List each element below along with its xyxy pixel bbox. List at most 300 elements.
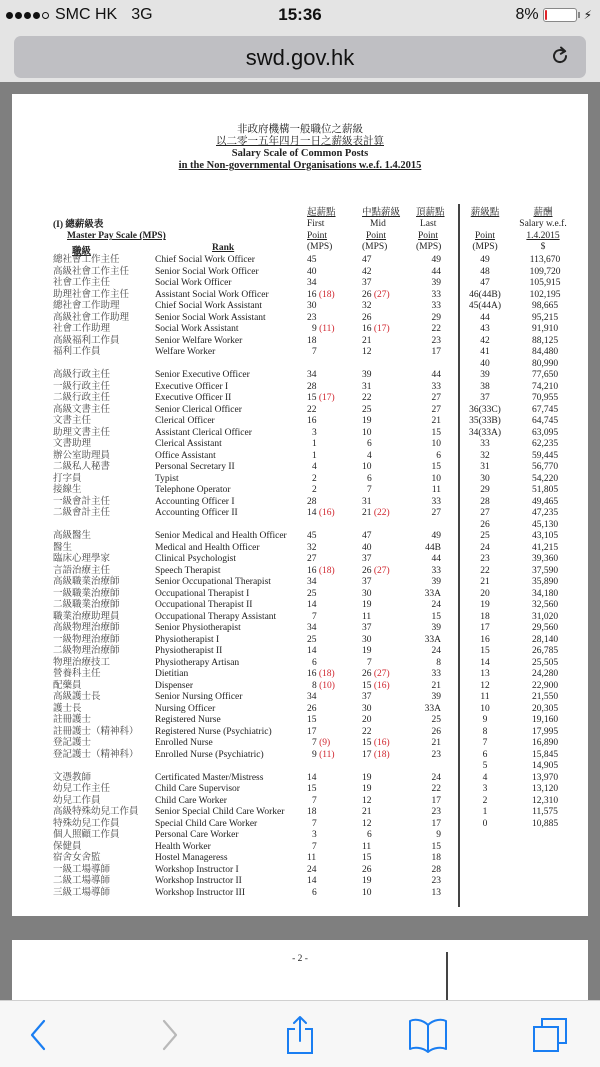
header-mid-point: 中點薪級 Mid Point (MPS) (362, 208, 401, 253)
title-chinese-1: 非政府機構一般職位之薪級 (237, 124, 363, 135)
mid-point: 30 (362, 588, 372, 599)
first-point-cell (307, 347, 347, 359)
mid-point-cell (362, 324, 402, 336)
post-rank-en: Personal Care Worker (155, 830, 239, 840)
first-point-cell (307, 784, 347, 796)
post-name-cn: 二級行政主任 (53, 393, 111, 403)
mid-point-cell (362, 485, 402, 497)
table-row (12, 853, 588, 865)
mid-point-cell (362, 405, 402, 417)
reload-icon[interactable] (548, 44, 572, 68)
salary-scale-table (464, 255, 588, 830)
mid-point: 30 (362, 703, 372, 714)
mid-point-cell (362, 807, 402, 819)
last-point: 33 (431, 289, 441, 300)
post-name-cn: 醫生 (53, 542, 73, 553)
last-point: 21 (431, 416, 441, 426)
salary-scale-row (464, 543, 588, 555)
post-rank-en: Executive Officer I (155, 381, 229, 392)
post-name-cn: 二級私人秘書 (53, 462, 111, 472)
first-point: 2 (312, 473, 317, 484)
post-name-cn: 助理社會工作主任 (53, 289, 130, 300)
header-post-cn: 職級 (72, 247, 92, 257)
first-point-cell (307, 428, 347, 440)
mid-point: 16 (362, 324, 372, 334)
pay-point: 23 (480, 554, 490, 564)
first-point-cell (307, 278, 347, 290)
first-point: 25 (307, 588, 317, 599)
post-rank-en: Registered Nurse (155, 715, 221, 725)
post-name-cn: 文憑教師 (53, 772, 92, 783)
pay-point: 12 (480, 680, 490, 691)
salary-amount: 54,220 (531, 473, 559, 484)
post-name-cn: 文書主任 (53, 416, 92, 426)
forward-button[interactable] (150, 1015, 190, 1055)
post-rank-en: Senior Clerical Officer (155, 404, 242, 415)
post-rank-en: Hostel Manageress (155, 853, 228, 863)
first-point-cell (307, 301, 347, 313)
first-point: 16 (307, 669, 317, 679)
mid-point-cell (362, 428, 402, 440)
last-point: 13 (431, 887, 441, 898)
first-point: 4 (312, 462, 317, 472)
tabs-button[interactable] (530, 1015, 570, 1055)
pay-point: 34(33A) (468, 427, 502, 438)
network-type: 3G (131, 6, 153, 23)
mid-point-alt: (22) (373, 508, 390, 518)
mid-point: 21 (362, 508, 372, 518)
salary-scale-row (464, 313, 588, 325)
first-point: 24 (307, 864, 317, 875)
salary-scale-row (464, 646, 588, 658)
mid-point-cell (362, 784, 402, 796)
section-title-en: Master Pay Scale (MPS) (67, 231, 166, 242)
first-point-cell (307, 497, 347, 509)
salary-scale-row (464, 761, 588, 773)
mid-point: 6 (367, 830, 372, 840)
salary-scale-row (464, 428, 588, 440)
mid-point-cell (362, 623, 402, 635)
first-point-alt: (11) (319, 749, 335, 760)
first-point: 45 (307, 255, 317, 265)
pay-point: 36(33C) (469, 404, 501, 415)
post-rank-en: Occupational Therapist II (155, 600, 253, 610)
pay-point: 3 (482, 784, 488, 794)
mid-point-cell (362, 796, 402, 808)
mid-point-cell (362, 750, 402, 762)
post-name-cn: 一級行政主任 (53, 381, 111, 392)
mid-point-cell (362, 830, 402, 842)
first-point: 34 (307, 577, 317, 587)
mid-point-alt: (27) (373, 289, 390, 300)
first-point: 7 (312, 841, 317, 852)
mid-point: 31 (362, 496, 372, 507)
pdf-viewer[interactable] (0, 82, 600, 1000)
pay-point: 45(44A) (468, 301, 502, 311)
salary-scale-row (464, 589, 588, 601)
salary-scale-row (464, 474, 588, 486)
first-point: 34 (307, 370, 317, 380)
last-point: 44B (425, 542, 441, 553)
mid-point-cell (362, 347, 402, 359)
salary-scale-row (464, 773, 588, 785)
first-point-alt: (18) (318, 289, 335, 300)
bookmarks-button[interactable] (408, 1015, 448, 1055)
first-point: 14 (307, 646, 317, 656)
post-rank-en: Accounting Officer II (155, 508, 238, 518)
post-name-cn: 三級工場導師 (53, 887, 111, 898)
first-point-alt: (18) (318, 669, 335, 679)
pay-point: 42 (480, 335, 490, 346)
table-row (12, 865, 588, 877)
first-point: 2 (312, 485, 317, 495)
first-point: 26 (307, 703, 317, 714)
first-point-alt: (17) (318, 393, 335, 403)
pay-point: 27 (480, 508, 490, 518)
post-rank-en: Occupational Therapy Assistant (155, 611, 277, 622)
post-rank-en: Assistant Social Work Officer (155, 289, 269, 300)
salary-scale-row (464, 267, 588, 279)
mid-point-cell (362, 267, 402, 279)
mid-point-cell (362, 635, 402, 647)
last-point: 17 (431, 818, 441, 829)
first-point: 16 (307, 565, 317, 576)
post-name-cn: 二級物理治療師 (53, 646, 120, 656)
salary-amount: 95,215 (531, 312, 559, 323)
mid-point-alt: (16) (373, 680, 390, 691)
tabs-icon (532, 1017, 568, 1053)
mid-point-cell (362, 313, 402, 325)
salary-amount: 22,900 (531, 680, 559, 691)
first-point-cell (307, 669, 347, 681)
pay-point: 33 (480, 439, 490, 449)
first-point: 22 (307, 404, 317, 415)
salary-amount: 63,095 (531, 427, 559, 438)
battery-icon (543, 8, 577, 22)
salary-amount: 80,990 (531, 358, 559, 369)
first-point-cell (307, 658, 347, 670)
post-rank-en: Physiotherapist I (155, 634, 220, 645)
mid-point: 22 (362, 726, 372, 737)
first-point-cell (307, 750, 347, 762)
first-point-cell (307, 382, 347, 394)
last-point: 39 (431, 623, 441, 633)
salary-amount: 64,745 (531, 416, 559, 426)
pay-point: 39 (480, 370, 490, 380)
pay-point: 6 (482, 749, 488, 760)
salary-amount: 47,235 (531, 508, 559, 518)
post-name-cn: 二級工場導師 (53, 876, 111, 886)
post-rank-en: Senior Special Child Care Worker (155, 807, 285, 817)
last-point: 39 (431, 577, 441, 587)
salary-amount: 56,770 (531, 462, 559, 472)
post-rank-en: Workshop Instructor II (155, 876, 242, 886)
salary-scale-row (464, 612, 588, 624)
salary-scale-row (464, 382, 588, 394)
mid-point-cell (362, 842, 402, 854)
section-title-cn: (I) 總薪級表 (53, 220, 104, 230)
first-point: 18 (307, 335, 317, 346)
salary-scale-row (464, 623, 588, 635)
salary-scale-row (464, 416, 588, 428)
last-point: 25 (431, 715, 441, 725)
mid-point: 37 (362, 577, 372, 587)
mid-point: 26 (362, 289, 372, 300)
forward-icon (160, 1018, 180, 1052)
first-point-cell (307, 600, 347, 612)
battery-status (515, 6, 592, 24)
last-point: 15 (431, 841, 441, 852)
pay-point: 13 (480, 669, 490, 679)
mid-point-cell (362, 439, 402, 451)
last-point: 22 (431, 324, 441, 334)
table-row (12, 888, 588, 900)
post-name-cn: 社會工作助理 (53, 324, 111, 334)
salary-amount: 62,235 (531, 439, 559, 449)
mid-point: 26 (362, 669, 372, 679)
post-rank-en: Executive Officer II (155, 393, 232, 403)
title-chinese-2: 以二零一五年四月一日之薪級表計算 (216, 136, 384, 147)
salary-amount: 91,910 (531, 324, 559, 334)
first-point-cell (307, 646, 347, 658)
salary-amount: 20,305 (531, 703, 559, 714)
first-point-cell (307, 727, 347, 739)
salary-scale-row (464, 566, 588, 578)
first-point: 7 (312, 818, 317, 829)
salary-scale-row (464, 531, 588, 543)
mid-point-cell (362, 508, 402, 520)
salary-amount: 29,560 (531, 623, 559, 633)
pay-point: 38 (480, 381, 490, 392)
mid-point-alt: (17) (373, 324, 390, 334)
first-point-cell (307, 531, 347, 543)
post-rank-en: Senior Social Work Officer (155, 266, 259, 277)
first-point-cell (307, 853, 347, 865)
post-rank-en: Enrolled Nurse (155, 738, 213, 748)
mid-point: 39 (362, 370, 372, 380)
first-point: 14 (307, 772, 317, 783)
post-name-cn: 營養科主任 (53, 669, 101, 679)
pay-point: 1 (482, 807, 488, 817)
back-button[interactable] (18, 1015, 58, 1055)
mid-point: 42 (362, 266, 372, 277)
mid-point-cell (362, 727, 402, 739)
url-text[interactable]: swd.gov.hk (245, 45, 355, 70)
post-rank-en: Senior Social Work Assistant (155, 312, 266, 323)
post-name-cn: 註冊護士（精神科） (53, 726, 139, 737)
first-point: 28 (307, 496, 317, 507)
first-point-cell (307, 888, 347, 900)
salary-amount: 77,650 (531, 370, 559, 380)
pay-point: 18 (480, 611, 490, 622)
salary-scale-row (464, 750, 588, 762)
last-point: 22 (431, 784, 441, 794)
post-rank-en: Chief Social Work Officer (155, 255, 255, 265)
post-name-cn: 一級工場導師 (53, 864, 111, 875)
last-point: 10 (431, 473, 441, 484)
mid-point: 19 (362, 784, 372, 794)
post-name-cn: 物理治療技工 (53, 657, 111, 668)
first-point-cell (307, 842, 347, 854)
post-name-cn: 二級會計主任 (53, 508, 111, 518)
salary-amount: 98,665 (531, 301, 559, 311)
first-point-cell (307, 566, 347, 578)
last-point: 28 (431, 864, 441, 875)
first-point: 27 (307, 554, 317, 564)
first-point: 7 (312, 611, 317, 622)
post-rank-en: Workshop Instructor III (155, 887, 245, 898)
post-name-cn: 一級物理治療師 (53, 634, 120, 645)
title-english-1: Salary Scale of Common Posts (231, 148, 369, 159)
clock: 15:36 (278, 5, 322, 24)
post-name-cn: 一級會計主任 (53, 496, 111, 507)
header-rank: Rank (212, 243, 235, 253)
salary-scale-row (464, 290, 588, 302)
post-rank-en: Social Work Officer (155, 278, 232, 288)
last-point: 10 (431, 439, 441, 449)
first-point-cell (307, 255, 347, 267)
pay-point: 11 (480, 692, 490, 702)
mid-point: 12 (362, 818, 372, 829)
address-bar[interactable] (14, 36, 586, 78)
salary-amount: 17,995 (531, 726, 559, 737)
salary-scale-row (464, 393, 588, 405)
mid-point-cell (362, 853, 402, 865)
salary-scale-row (464, 635, 588, 647)
mid-point-cell (362, 290, 402, 302)
post-name-cn: 社會工作主任 (53, 278, 111, 288)
mid-point: 47 (362, 531, 372, 541)
salary-amount: 70,955 (531, 393, 559, 403)
post-name-cn: 特殊幼兒工作員 (53, 818, 120, 829)
pay-point: 30 (480, 473, 490, 484)
mid-point-cell (362, 278, 402, 290)
bolt-icon: ⚡︎ (583, 8, 592, 22)
first-point-cell (307, 267, 347, 279)
salary-scale-row (464, 497, 588, 509)
post-rank-en: Workshop Instructor I (155, 864, 239, 875)
first-point-cell (307, 370, 347, 382)
salary-amount: 16,890 (531, 738, 559, 748)
pay-point: 35(33B) (469, 416, 501, 426)
salary-amount: 39,360 (531, 554, 559, 564)
mid-point: 20 (362, 715, 372, 725)
first-point: 32 (307, 542, 317, 553)
last-point: 23 (431, 807, 441, 817)
mid-point-cell (362, 715, 402, 727)
salary-amount: 109,720 (529, 266, 561, 277)
post-name-cn: 幼兒工作員 (53, 795, 101, 806)
mid-point: 26 (362, 864, 372, 875)
first-point: 1 (312, 439, 317, 449)
battery-percent: 8% (515, 6, 539, 23)
salary-amount: 49,465 (531, 496, 559, 507)
first-point-cell (307, 635, 347, 647)
first-point: 14 (307, 508, 317, 518)
title-english-2: in the Non-governmental Organisations w.e.f. 1.4.2015 (178, 160, 422, 171)
last-point: 44 (431, 266, 441, 277)
document-title (12, 124, 588, 172)
mid-point-cell (362, 600, 402, 612)
post-name-cn: 職業治療助理員 (53, 611, 120, 622)
mid-point: 7 (367, 485, 372, 495)
first-point-cell (307, 313, 347, 325)
salary-scale-row (464, 405, 588, 417)
last-point: 44 (431, 370, 441, 380)
last-point: 44 (431, 554, 441, 564)
first-point: 9 (312, 324, 317, 334)
first-point: 45 (307, 531, 317, 541)
mid-point: 17 (362, 749, 372, 760)
last-point: 17 (431, 347, 441, 357)
last-point: 15 (431, 427, 441, 438)
first-point-cell (307, 704, 347, 716)
pay-point: 20 (480, 588, 490, 599)
post-name-cn: 個人照顧工作員 (53, 830, 120, 840)
pay-point: 22 (480, 565, 490, 576)
first-point: 8 (312, 680, 317, 691)
salary-amount: 26,785 (531, 646, 559, 656)
mid-point: 12 (362, 347, 372, 357)
last-point: 33A (424, 588, 441, 599)
header-pay-point: 薪級點 Point (MPS) (470, 208, 500, 253)
pay-point: 44 (480, 312, 490, 323)
post-rank-en: Child Care Worker (155, 795, 227, 806)
pay-point: 31 (480, 462, 490, 472)
first-point-cell (307, 405, 347, 417)
first-point-cell (307, 623, 347, 635)
post-name-cn: 高級文書主任 (53, 404, 111, 415)
mid-point: 37 (362, 554, 372, 564)
first-point-cell (307, 830, 347, 842)
last-point: 39 (431, 692, 441, 702)
mid-point: 6 (367, 439, 372, 449)
post-name-cn: 總社會工作主任 (53, 255, 120, 265)
mid-point: 19 (362, 876, 372, 886)
mid-point: 26 (362, 565, 372, 576)
post-name-cn: 高級社會工作主任 (53, 266, 130, 277)
salary-scale-row (464, 301, 588, 313)
salary-amount: 10,885 (531, 818, 559, 829)
mid-point: 4 (367, 450, 372, 461)
salary-scale-row (464, 704, 588, 716)
salary-amount: 31,020 (531, 611, 559, 622)
last-point: 27 (431, 508, 441, 518)
mid-point: 10 (362, 462, 372, 472)
last-point: 11 (431, 485, 441, 495)
pay-point: 16 (480, 634, 490, 645)
post-rank-en: Child Care Supervisor (155, 784, 240, 794)
mid-point-cell (362, 704, 402, 716)
post-name-cn: 文書助理 (53, 439, 92, 449)
last-point: 17 (431, 795, 441, 806)
first-point: 18 (307, 807, 317, 817)
mid-point: 15 (362, 853, 372, 863)
salary-scale-row (464, 796, 588, 808)
first-point-cell (307, 577, 347, 589)
pay-point: 25 (480, 531, 490, 541)
first-point: 16 (307, 416, 317, 426)
post-rank-en: Senior Occupational Therapist (155, 577, 271, 587)
share-button[interactable] (280, 1015, 320, 1055)
mid-point: 19 (362, 600, 372, 610)
salary-amount: 59,445 (531, 450, 559, 461)
mid-point: 31 (362, 381, 372, 392)
mid-point-cell (362, 474, 402, 486)
post-name-cn: 總社會工作助理 (53, 301, 120, 311)
first-point-alt: (9) (319, 738, 331, 748)
post-name-cn: 護士長 (53, 703, 82, 714)
